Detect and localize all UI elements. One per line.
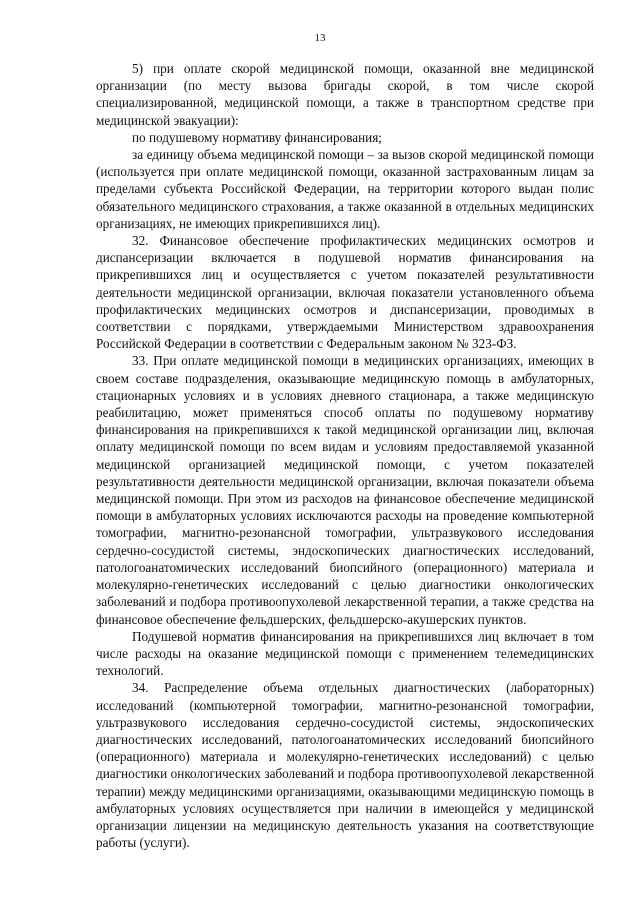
document-body <box>96 60 594 851</box>
paragraph-34: 34. Распределение объема отдельных диагностических (лабораторных) исследований (компьютерной томографии, магнитно-резонансной томографии, ультразвукового исследования сердечно-сосудистой системы, эндоскопических диагностических исследований, патологоанатомических исследований биопсийного (операционного) материала и молекулярно-генетических исследований) с целью диагностики онкологических заболеваний и подбора противоопухолевой лекарственной терапии) между медицинскими организациями, оказывающими медицинскую помощь в амбулаторных условиях осуществляется при наличии в имеющейся у медицинской организации лицензии на медицинскую деятельность указания на соответствующие работы (услуги). <box>96 680 594 851</box>
paragraph-32: 32. Финансовое обеспечение профилактических медицинских осмотров и диспансеризации включается в подушевой норматив финансирования на прикрепившихся лиц и осуществляется с учетом показателей результативности деятельности медицинской организации, включая показатели установленного объема профилактических медицинских осмотров и диспансеризации, проводимых в соответствии с порядками, утверждаемыми Министерством здравоохранения Российской Федерации в соответствии с Федеральным законом № 323-ФЗ. <box>96 233 594 352</box>
paragraph-per-call: за единицу объема медицинской помощи – за вызов скорой медицинской помощи (используется при оплате медицинской помощи, оказанной застрахованным лицам за пределами субъекта Российской Федерации, на территории которого выдан полис обязательного медицинского страхования, а также оказанной в отдельных медицинских организациях, не имеющих прикрепившихся лиц). <box>96 147 594 231</box>
page-number: 13 <box>314 32 326 44</box>
paragraph-33: 33. При оплате медицинской помощи в медицинских организациях, имеющих в своем составе подразделения, оказывающие медицинскую помощь в амбулаторных, стационарных условиях и в условиях дневного стационара, а также медицинскую реабилитацию, может применяться способ оплаты по подушевому нормативу финансирования на прикрепившихся к такой медицинской организации лиц, включая оплату медицинской помощи по всем видам и условиям предоставляемой указанной медицинской организацией медицинской помощи, с учетом показателей результативности деятельности медицинской организации, включая показатели объема медицинской помощи. При этом из расходов на финансовое обеспечение медицинской помощи в амбулаторных условиях исключаются расходы на проведение компьютерной томографии, магнитно-резонансной томографии, ультразвукового исследования сердечно-сосудистой системы, эндоскопических диагностических исследований, патологоанатомических исследований биопсийного (операционного) материала и молекулярно-генетических исследований с целью диагностики онкологических заболеваний и подбора противоопухолевой лекарственной терапии, а также средства на финансовое обеспечение фельдшерских, фельдшерско-акушерских пунктов. <box>96 353 594 627</box>
paragraph-item-5: 5) при оплате скорой медицинской помощи, оказанной вне медицинской организации (по месту вызова бригады скорой, в том числе скорой специализированной, медицинской помощи, а также в транспортном средстве при медицинской эвакуации): <box>96 61 594 128</box>
paragraph-per-capita: по подушевому нормативу финансирования; <box>132 129 382 145</box>
paragraph-telemedicine: Подушевой норматив финансирования на прикрепившихся лиц включает в том числе расходы на оказание медицинской помощи с применением телемедицинских технологий. <box>96 628 594 679</box>
